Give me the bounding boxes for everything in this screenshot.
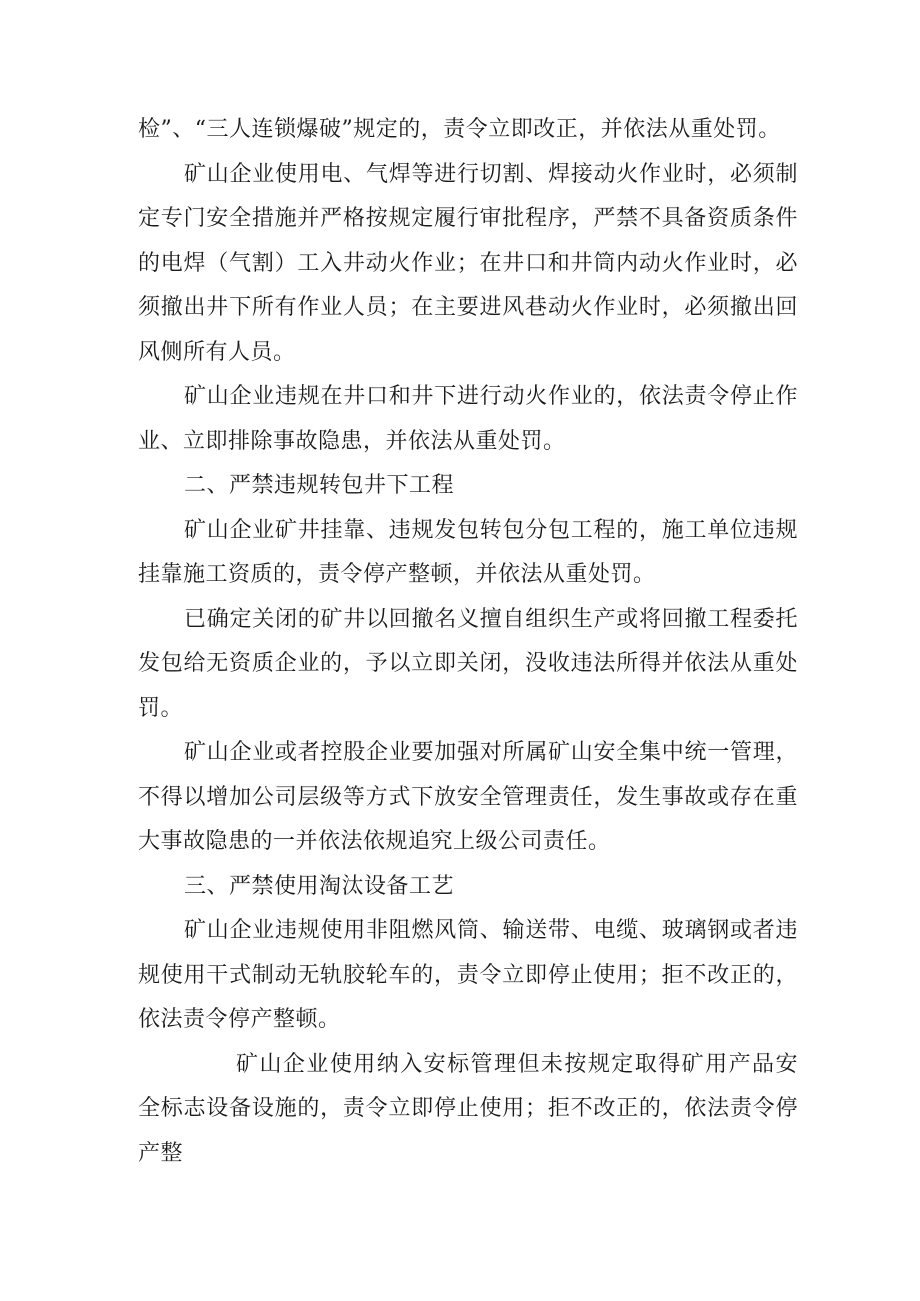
paragraph-non-flame-retardant: 矿山企业违规使用非阻燃风筒、输送带、电缆、玻璃钢或者违规使用干式制动无轨胶轮车的，责令立即停止使用；拒不改正的，依法责令停产整顿。 — [138, 918, 798, 1032]
paragraph-parent-company: 矿山企业或者控股企业要加强对所属矿山安全集中统一管理，不得以增加公司层级等方式下放安全管理责任，发生事故或存在重大事故隐患的一并依法依规追究上级公司责任。 — [138, 740, 798, 854]
paragraph-safety-mark: 矿山企业使用纳入安标管理但未按规定取得矿用产品安全标志设备设施的，责令立即停止使用；拒不改正的，依法责令停产整 — [138, 1051, 798, 1166]
section-heading-subcontracting: 二、严禁违规转包井下工程 — [184, 473, 455, 498]
paragraph-welding-rules: 矿山企业使用电、气焊等进行切割、焊接动火作业时，必须制定专门安全措施并严格按规定履行审批程序，严禁不具备资质条件的电焊（气割）工入井动火作业；在井口和井筒内动火作业时，必须撤出井下所有作业人员；在主要进风巷动火作业时，必须撤出回风侧所有人员。 — [138, 161, 798, 365]
paragraph-closed-mine: 已确定关闭的矿井以回撤名义擅自组织生产或将回撤工程委托发包给无资质企业的，予以立即关闭，没收违法所得并依法从重处罚。 — [138, 606, 798, 721]
paragraph-welding-penalty: 矿山企业违规在井口和井下进行动火作业的，依法责令停止作业、立即排除事故隐患，并依法从重处罚。 — [138, 384, 798, 454]
paragraph-continuation: 检”、“三人连锁爆破”规定的，责令立即改正，并依法从重处罚。 — [138, 117, 781, 142]
document-body — [138, 108, 798, 1176]
paragraph-subcontracting-penalty: 矿山企业矿井挂靠、违规发包转包分包工程的，施工单位违规挂靠施工资质的，责令停产整顿，并依法从重处罚。 — [138, 517, 798, 587]
section-heading-obsolete-equipment: 三、严禁使用淘汰设备工艺 — [184, 873, 455, 899]
